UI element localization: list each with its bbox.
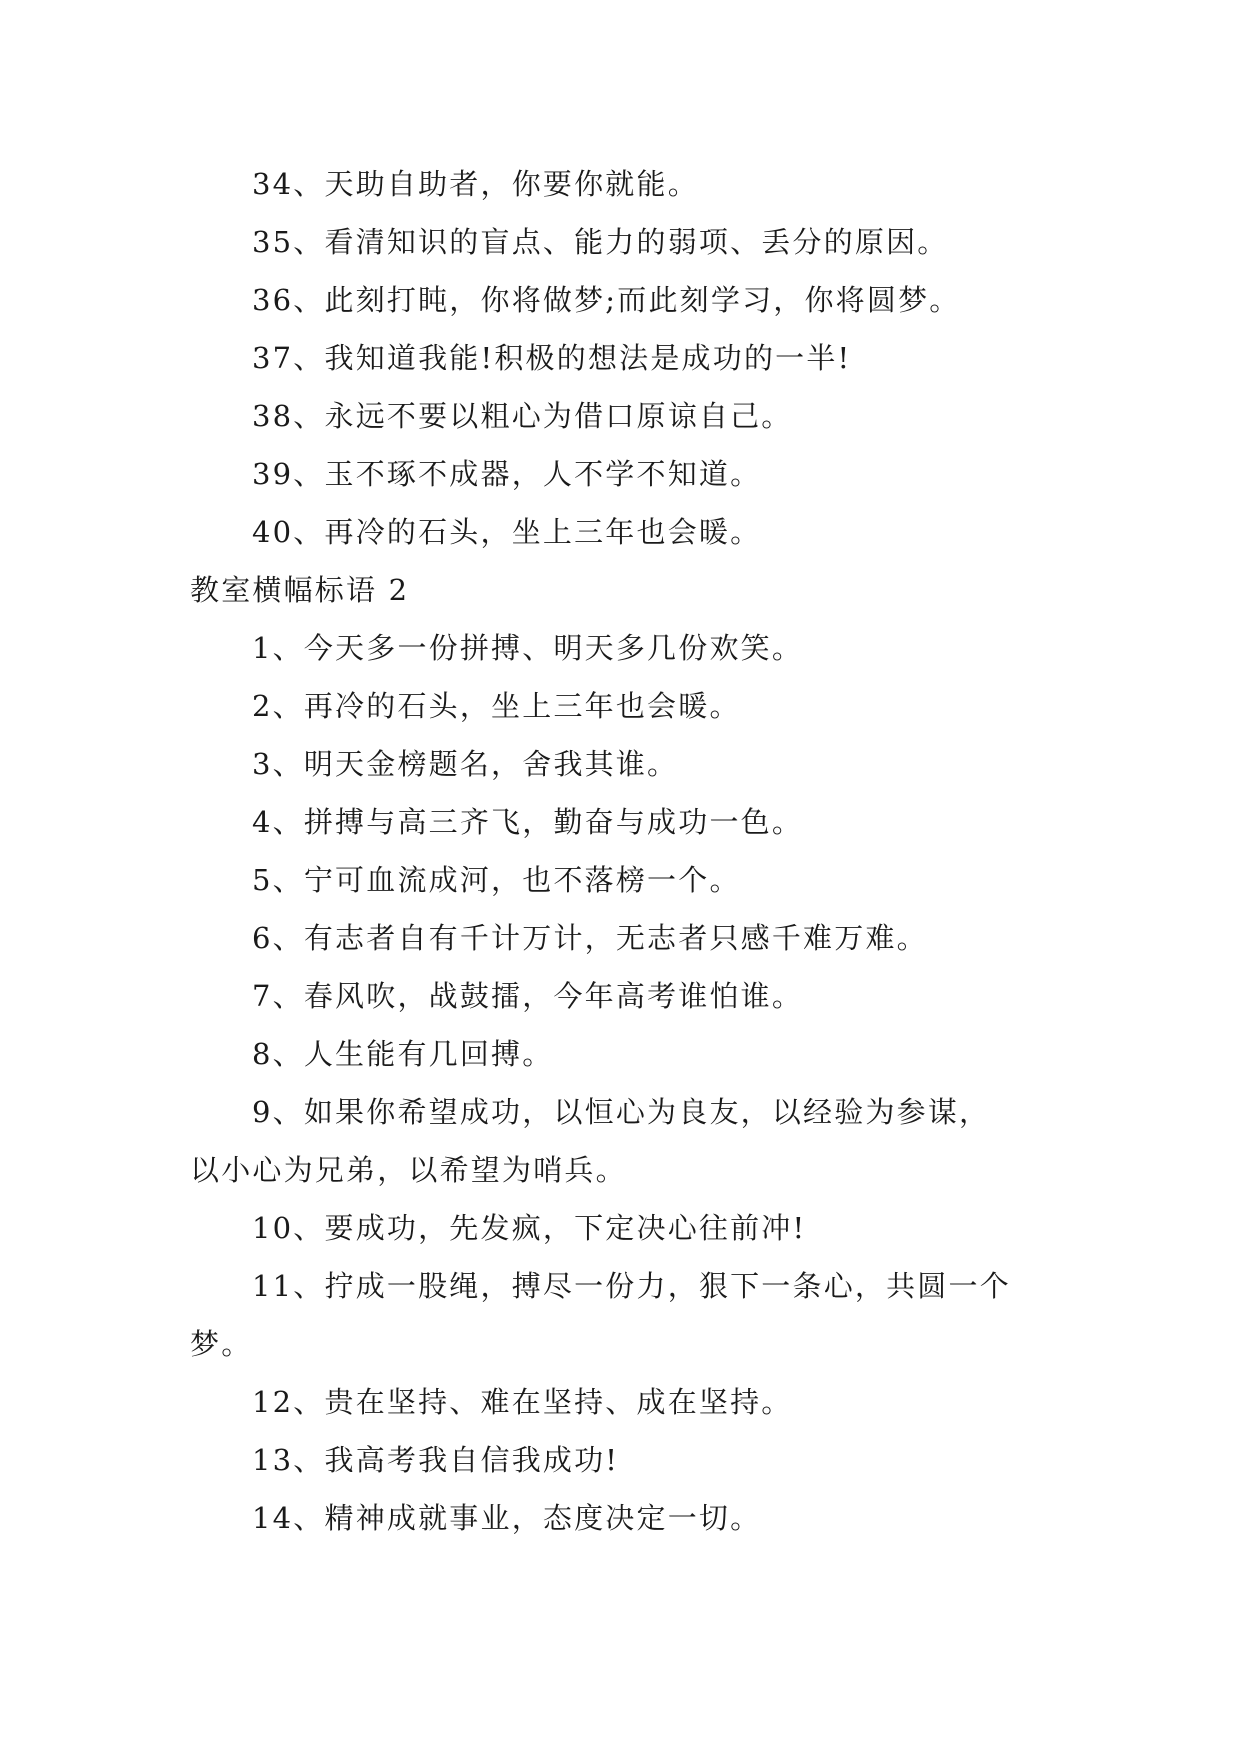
list-item-continuation: 以小心为兄弟，以希望为哨兵。 (190, 1153, 627, 1187)
list-item: 7、春风吹，战鼓擂，今年高考谁怕谁。 (252, 979, 804, 1013)
list-item: 4、拼搏与高三齐飞，勤奋与成功一色。 (252, 805, 804, 839)
list-item: 36、此刻打盹，你将做梦;而此刻学习，你将圆梦。 (252, 283, 961, 317)
list-item-continued-start: 9、如果你希望成功，以恒心为良友，以经验为参谋， (252, 1095, 991, 1129)
list-item: 38、永远不要以粗心为借口原谅自己。 (252, 399, 793, 433)
list-item: 10、要成功，先发疯，下定决心往前冲! (252, 1211, 807, 1245)
list-item: 13、我高考我自信我成功! (252, 1443, 620, 1477)
list-item: 40、再冷的石头，坐上三年也会暖。 (252, 515, 762, 549)
list-item: 5、宁可血流成河，也不落榜一个。 (252, 863, 741, 897)
list-item: 12、贵在坚持、难在坚持、成在坚持。 (252, 1385, 793, 1419)
list-item: 35、看清知识的盲点、能力的弱项、丢分的原因。 (252, 225, 949, 259)
list-item: 1、今天多一份拼搏、明天多几份欢笑。 (252, 631, 804, 665)
list-item: 6、有志者自有千计万计，无志者只感千难万难。 (252, 921, 928, 955)
list-item-continuation: 梦。 (190, 1327, 253, 1361)
list-item: 34、天助自助者，你要你就能。 (252, 167, 699, 201)
list-item: 14、精神成就事业，态度决定一切。 (252, 1501, 762, 1535)
list-item: 8、人生能有几回搏。 (252, 1037, 554, 1071)
list-item: 2、再冷的石头，坐上三年也会暖。 (252, 689, 741, 723)
list-item-continued-start: 11、拧成一股绳，搏尽一份力，狠下一条心，共圆一个 (252, 1269, 1011, 1303)
list-item: 3、明天金榜题名，舍我其谁。 (252, 747, 679, 781)
section-heading: 教室横幅标语 2 (190, 573, 410, 607)
list-item: 37、我知道我能!积极的想法是成功的一半! (252, 341, 852, 375)
list-item: 39、玉不琢不成器，人不学不知道。 (252, 457, 762, 491)
